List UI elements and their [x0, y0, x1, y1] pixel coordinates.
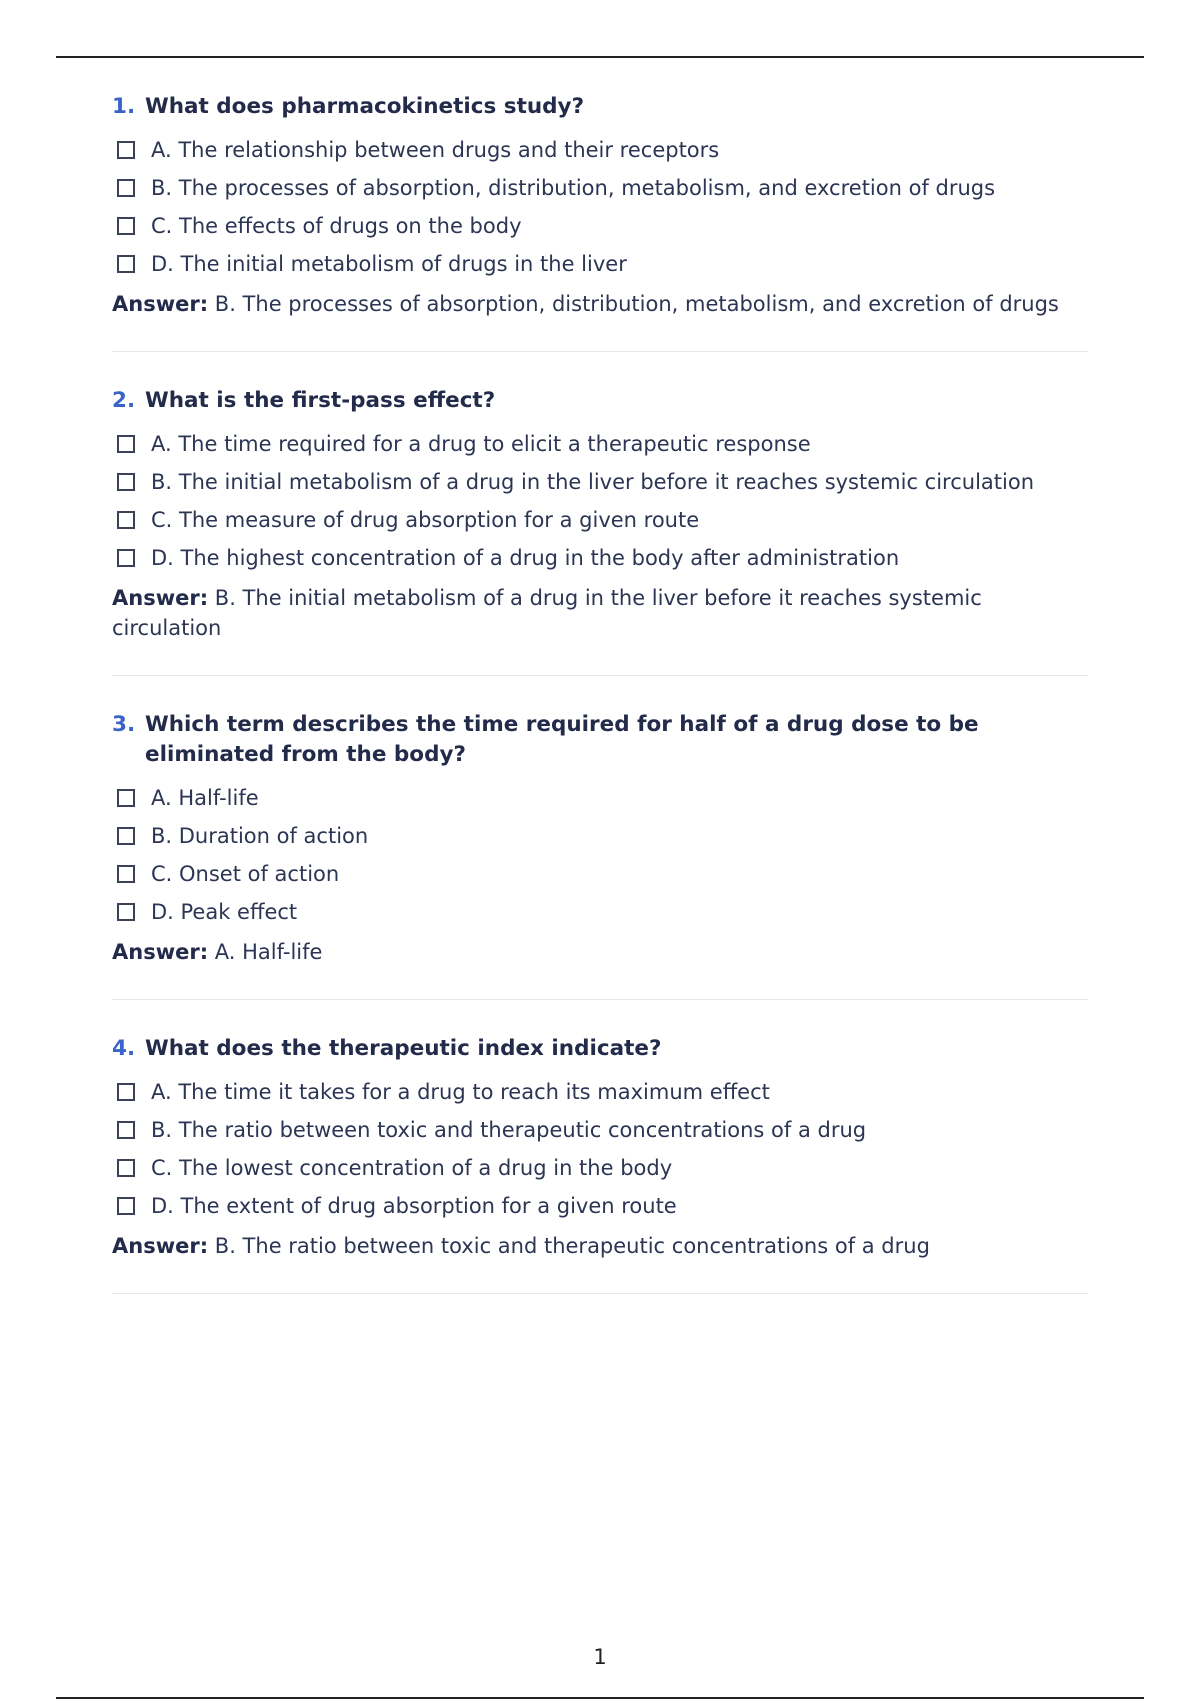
checkbox-icon[interactable] — [117, 435, 135, 453]
checkbox-icon[interactable] — [117, 903, 135, 921]
options-list — [112, 135, 1088, 279]
checkbox-icon[interactable] — [117, 511, 135, 529]
answer-text: B. The processes of absorption, distribution, metabolism, and excretion of drugs — [214, 292, 1059, 316]
option-text: B. Duration of action — [151, 824, 369, 848]
option-text: C. The lowest concentration of a drug in the body — [151, 1156, 673, 1180]
checkbox-icon[interactable] — [117, 789, 135, 807]
question-text: What does the therapeutic index indicate? — [145, 1036, 662, 1061]
question-number: 1. — [112, 94, 136, 119]
option-b[interactable] — [112, 467, 1088, 497]
answer-text: A. Half-life — [214, 940, 323, 964]
option-text: C. Onset of action — [151, 862, 340, 886]
option-text: A. The time it takes for a drug to reach its maximum effect — [151, 1080, 770, 1104]
top-rule — [56, 56, 1144, 58]
question-text: What is the first-pass effect? — [145, 388, 496, 413]
question-3 — [112, 710, 1088, 967]
option-a[interactable] — [112, 429, 1088, 459]
divider — [112, 999, 1088, 1000]
checkbox-icon[interactable] — [117, 827, 135, 845]
question-1 — [112, 92, 1088, 319]
option-d[interactable] — [112, 249, 1088, 279]
checkbox-icon[interactable] — [117, 179, 135, 197]
answer — [112, 937, 1088, 967]
option-text: B. The processes of absorption, distribution, metabolism, and excretion of drugs — [151, 176, 996, 200]
checkbox-icon[interactable] — [117, 1159, 135, 1177]
answer-label: Answer: — [112, 1234, 209, 1258]
question-title — [112, 386, 1088, 416]
option-text: D. The highest concentration of a drug in the body after administration — [151, 546, 900, 570]
option-text: A. The time required for a drug to elicit a therapeutic response — [151, 432, 811, 456]
answer — [112, 1231, 1088, 1261]
answer — [112, 583, 1088, 643]
question-2 — [112, 386, 1088, 643]
options-list — [112, 783, 1088, 927]
answer-label: Answer: — [112, 940, 209, 964]
question-number: 4. — [112, 1036, 136, 1061]
question-title — [112, 1034, 1088, 1064]
question-4 — [112, 1034, 1088, 1261]
option-a[interactable] — [112, 1077, 1088, 1107]
option-text: B. The ratio between toxic and therapeutic concentrations of a drug — [151, 1118, 867, 1142]
option-c[interactable] — [112, 505, 1088, 535]
answer-text: B. The initial metabolism of a drug in the liver before it reaches systemic circulation — [112, 586, 982, 640]
divider — [112, 351, 1088, 352]
option-text: A. The relationship between drugs and their receptors — [151, 138, 720, 162]
option-b[interactable] — [112, 173, 1088, 203]
option-b[interactable] — [112, 821, 1088, 851]
checkbox-icon[interactable] — [117, 549, 135, 567]
question-text: Which term describes the time required for half of a drug dose to be eliminated from the body? — [145, 712, 979, 767]
checkbox-icon[interactable] — [117, 473, 135, 491]
option-text: A. Half-life — [151, 786, 259, 810]
checkbox-icon[interactable] — [117, 255, 135, 273]
option-text: C. The measure of drug absorption for a given route — [151, 508, 700, 532]
divider — [112, 1293, 1088, 1294]
page-number: 1 — [593, 1645, 607, 1669]
checkbox-icon[interactable] — [117, 217, 135, 235]
answer-text: B. The ratio between toxic and therapeutic concentrations of a drug — [214, 1234, 930, 1258]
bottom-rule — [56, 1697, 1144, 1699]
answer-label: Answer: — [112, 292, 209, 316]
option-text: D. The initial metabolism of drugs in the liver — [151, 252, 627, 276]
options-list — [112, 429, 1088, 573]
option-text: D. The extent of drug absorption for a given route — [151, 1194, 677, 1218]
option-a[interactable] — [112, 783, 1088, 813]
divider — [112, 675, 1088, 676]
quiz-content — [112, 92, 1088, 1328]
checkbox-icon[interactable] — [117, 1083, 135, 1101]
option-c[interactable] — [112, 859, 1088, 889]
option-text: D. Peak effect — [151, 900, 298, 924]
checkbox-icon[interactable] — [117, 1197, 135, 1215]
checkbox-icon[interactable] — [117, 1121, 135, 1139]
question-title — [112, 710, 1088, 770]
option-d[interactable] — [112, 897, 1088, 927]
question-title — [112, 92, 1088, 122]
question-text: What does pharmacokinetics study? — [145, 94, 585, 119]
options-list — [112, 1077, 1088, 1221]
option-d[interactable] — [112, 1191, 1088, 1221]
answer-label: Answer: — [112, 586, 209, 610]
option-text: B. The initial metabolism of a drug in the liver before it reaches systemic circulation — [151, 470, 1035, 494]
question-number: 2. — [112, 388, 136, 413]
checkbox-icon[interactable] — [117, 865, 135, 883]
question-number: 3. — [112, 712, 136, 737]
checkbox-icon[interactable] — [117, 141, 135, 159]
option-c[interactable] — [112, 211, 1088, 241]
option-d[interactable] — [112, 543, 1088, 573]
option-a[interactable] — [112, 135, 1088, 165]
answer — [112, 289, 1088, 319]
option-c[interactable] — [112, 1153, 1088, 1183]
option-text: C. The effects of drugs on the body — [151, 214, 522, 238]
option-b[interactable] — [112, 1115, 1088, 1145]
